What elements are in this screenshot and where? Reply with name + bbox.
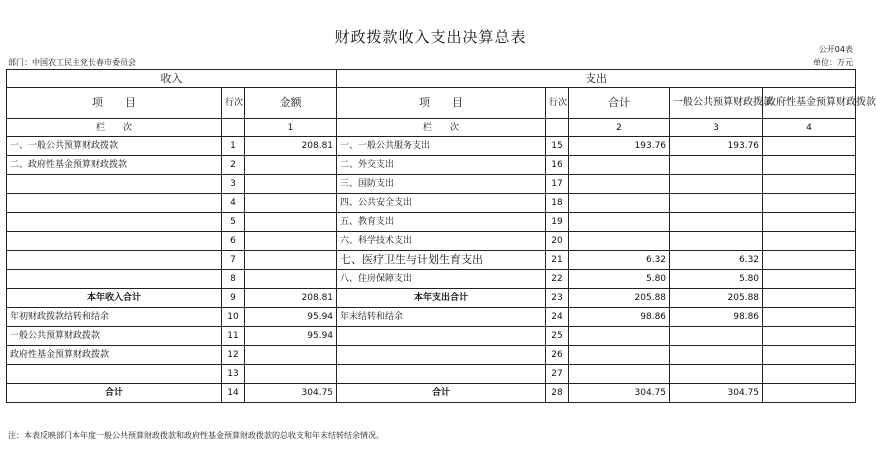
expense-gov-fund (763, 137, 856, 156)
expense-gov-fund (763, 213, 856, 232)
expense-total (569, 232, 670, 251)
expense-gov-fund (763, 156, 856, 175)
income-item-header: 项 目 (7, 88, 222, 119)
expense-line-no-blank (546, 119, 569, 137)
form-code: 公开04表 (818, 45, 853, 54)
income-item (7, 365, 222, 384)
income-amount: 208.81 (245, 137, 337, 156)
income-line-no: 9 (222, 289, 245, 308)
income-item (7, 194, 222, 213)
expense-general-budget: 6.32 (670, 251, 763, 270)
expense-line-no: 21 (546, 251, 569, 270)
income-line-no: 8 (222, 270, 245, 289)
expense-item: 二、外交支出 (337, 156, 546, 175)
expense-total (569, 346, 670, 365)
income-line-no: 1 (222, 137, 245, 156)
expense-gov-fund (763, 270, 856, 289)
department-label: 部门：中国农工民主党长春市委员会 (8, 58, 136, 67)
expense-gov-fund (763, 327, 856, 346)
table-row (7, 346, 856, 365)
section-header-row (7, 70, 856, 88)
expense-general-budget (670, 346, 763, 365)
expense-general-budget (670, 365, 763, 384)
expense-total (569, 156, 670, 175)
income-item (7, 251, 222, 270)
income-item: 一般公共预算财政拨款 (7, 327, 222, 346)
table-row (7, 156, 856, 175)
expense-section-header: 支出 (337, 70, 856, 88)
expense-gov-fund (763, 232, 856, 251)
expense-line-no: 16 (546, 156, 569, 175)
expense-total: 98.86 (569, 308, 670, 327)
income-item: 二、政府性基金预算财政拨款 (7, 156, 222, 175)
income-amount: 208.81 (245, 289, 337, 308)
income-amount: 95.94 (245, 327, 337, 346)
income-amount (245, 232, 337, 251)
expense-total (569, 327, 670, 346)
expense-column-label: 栏 次 (337, 119, 546, 137)
expense-item: 本年支出合计 (337, 289, 546, 308)
income-line-no: 10 (222, 308, 245, 327)
expense-item-header: 项 目 (337, 88, 546, 119)
income-item (7, 232, 222, 251)
expense-general-budget: 193.76 (670, 137, 763, 156)
expense-gov-fund (763, 194, 856, 213)
expense-line-no: 23 (546, 289, 569, 308)
expense-item: 三、国防支出 (337, 175, 546, 194)
income-line-no: 6 (222, 232, 245, 251)
expense-general-budget (670, 156, 763, 175)
table-row (7, 137, 856, 156)
expense-line-no: 20 (546, 232, 569, 251)
col-index-4: 4 (763, 119, 856, 137)
expense-line-no: 25 (546, 327, 569, 346)
expense-general-budget: 304.75 (670, 384, 763, 403)
income-amount (245, 213, 337, 232)
income-amount (245, 365, 337, 384)
table-row (7, 270, 856, 289)
income-line-no: 4 (222, 194, 245, 213)
expense-total: 5.80 (569, 270, 670, 289)
table-row (7, 194, 856, 213)
expense-total (569, 194, 670, 213)
table-row (7, 365, 856, 384)
income-amount (245, 194, 337, 213)
report-title: 财政拨款收入支出决算总表 (334, 28, 527, 46)
expense-total (569, 175, 670, 194)
expense-total: 205.88 (569, 289, 670, 308)
expense-item: 一、一般公共服务支出 (337, 137, 546, 156)
table-row (7, 175, 856, 194)
table-row (7, 308, 856, 327)
income-amount (245, 251, 337, 270)
expense-line-no: 28 (546, 384, 569, 403)
expense-line-no: 18 (546, 194, 569, 213)
income-line-no: 14 (222, 384, 245, 403)
table-row (7, 213, 856, 232)
expense-item: 年末结转和结余 (337, 308, 546, 327)
column-index-row (7, 119, 856, 137)
unit-label: 单位：万元 (813, 58, 853, 67)
expense-total (569, 213, 670, 232)
expense-gov-fund (763, 251, 856, 270)
income-item: 政府性基金预算财政拨款 (7, 346, 222, 365)
table-row (7, 384, 856, 403)
income-amount (245, 175, 337, 194)
expense-gov-fund (763, 384, 856, 403)
general-budget-header: 一般公共预算财政拨款 (670, 88, 763, 119)
expense-gov-fund (763, 289, 856, 308)
expense-general-budget (670, 175, 763, 194)
column-header-row (7, 88, 856, 119)
expense-item: 四、公共安全支出 (337, 194, 546, 213)
expense-general-budget (670, 327, 763, 346)
income-amount (245, 346, 337, 365)
expense-gov-fund (763, 365, 856, 384)
income-line-no-blank (222, 119, 245, 137)
expense-item: 八、住房保障支出 (337, 270, 546, 289)
expense-item: 五、教育支出 (337, 213, 546, 232)
expense-item (337, 327, 546, 346)
expense-item: 七、医疗卫生与计划生育支出 (337, 251, 546, 270)
expense-line-no: 27 (546, 365, 569, 384)
col-index-1: 1 (245, 119, 337, 137)
income-section-header: 收入 (7, 70, 337, 88)
income-item (7, 175, 222, 194)
budget-table (6, 69, 876, 403)
expense-line-no: 26 (546, 346, 569, 365)
expense-item: 六、科学技术支出 (337, 232, 546, 251)
income-item (7, 213, 222, 232)
income-line-no: 13 (222, 365, 245, 384)
income-line-no: 5 (222, 213, 245, 232)
income-line-no: 3 (222, 175, 245, 194)
table-row (7, 251, 856, 270)
expense-general-budget: 5.80 (670, 270, 763, 289)
expense-general-budget: 205.88 (670, 289, 763, 308)
expense-item (337, 365, 546, 384)
income-item: 年初财政拨款结转和结余 (7, 308, 222, 327)
col-index-3: 3 (670, 119, 763, 137)
expense-gov-fund (763, 175, 856, 194)
expense-line-no: 19 (546, 213, 569, 232)
expense-line-no: 17 (546, 175, 569, 194)
income-amount: 95.94 (245, 308, 337, 327)
income-column-label: 栏 次 (7, 119, 222, 137)
expense-item (337, 346, 546, 365)
income-amount: 304.75 (245, 384, 337, 403)
table-row (7, 232, 856, 251)
expense-general-budget (670, 232, 763, 251)
footnote: 注：本表反映部门本年度一般公共预算财政拨款和政府性基金预算财政拨款的总收支和年末结转结余情况。 (8, 431, 384, 440)
income-line-no: 12 (222, 346, 245, 365)
col-index-2: 2 (569, 119, 670, 137)
income-line-no-header: 行次 (222, 88, 245, 119)
expense-item: 合计 (337, 384, 546, 403)
income-item (7, 270, 222, 289)
expense-total: 193.76 (569, 137, 670, 156)
income-amount (245, 270, 337, 289)
expense-line-no: 15 (546, 137, 569, 156)
income-line-no: 11 (222, 327, 245, 346)
expense-total: 6.32 (569, 251, 670, 270)
income-line-no: 7 (222, 251, 245, 270)
table-row (7, 327, 856, 346)
expense-total: 304.75 (569, 384, 670, 403)
table-row (7, 289, 856, 308)
expense-gov-fund (763, 346, 856, 365)
expense-general-budget (670, 213, 763, 232)
expense-general-budget: 98.86 (670, 308, 763, 327)
expense-total-header: 合计 (569, 88, 670, 119)
income-item: 本年收入合计 (7, 289, 222, 308)
income-amount-header: 金额 (245, 88, 337, 119)
income-amount (245, 156, 337, 175)
income-item: 合计 (7, 384, 222, 403)
expense-general-budget (670, 194, 763, 213)
expense-line-no-header: 行次 (546, 88, 569, 119)
expense-total (569, 365, 670, 384)
income-item: 一、一般公共预算财政拨款 (7, 137, 222, 156)
gov-fund-header: 政府性基金预算财政拨款 (763, 88, 856, 119)
expense-gov-fund (763, 308, 856, 327)
expense-line-no: 22 (546, 270, 569, 289)
expense-line-no: 24 (546, 308, 569, 327)
income-line-no: 2 (222, 156, 245, 175)
